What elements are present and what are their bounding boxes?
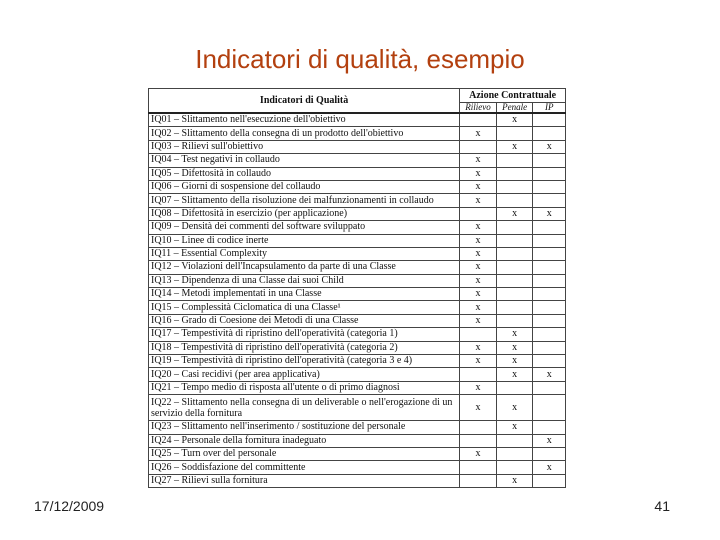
ip-cell bbox=[533, 127, 566, 140]
table-row bbox=[149, 288, 566, 301]
ip-cell bbox=[533, 274, 566, 287]
indicator-label: IQ21 – Tempo medio di risposta all'utente o di primo diagnosi bbox=[149, 381, 460, 394]
rilievo-cell: x bbox=[460, 247, 497, 260]
header-rilievo: Rilievo bbox=[460, 103, 497, 114]
rilievo-cell: x bbox=[460, 301, 497, 314]
ip-cell bbox=[533, 395, 566, 421]
penale-cell bbox=[496, 288, 533, 301]
penale-cell: x bbox=[496, 328, 533, 341]
indicator-label: IQ24 – Personale della fornitura inadeguato bbox=[149, 434, 460, 447]
penale-cell: x bbox=[496, 421, 533, 434]
slide-date: 17/12/2009 bbox=[34, 498, 105, 514]
indicator-label: IQ06 – Giorni di sospensione del collaudo bbox=[149, 180, 460, 193]
slide-title: Indicatori di qualità, esempio bbox=[195, 44, 525, 74]
rilievo-cell: x bbox=[460, 167, 497, 180]
table-row bbox=[149, 194, 566, 207]
ip-cell bbox=[533, 154, 566, 167]
penale-cell bbox=[496, 461, 533, 474]
table-row bbox=[149, 447, 566, 460]
indicator-label: IQ15 – Complessità Ciclomatica di una Classe¹ bbox=[149, 301, 460, 314]
indicator-label: IQ05 – Difettosità in collaudo bbox=[149, 167, 460, 180]
penale-cell: x bbox=[496, 341, 533, 354]
indicator-label: IQ16 – Grado di Coesione dei Metodi di una Classe bbox=[149, 314, 460, 327]
rilievo-cell bbox=[460, 461, 497, 474]
rilievo-cell: x bbox=[460, 127, 497, 140]
ip-cell: x bbox=[533, 140, 566, 153]
penale-cell bbox=[496, 247, 533, 260]
penale-cell bbox=[496, 180, 533, 193]
indicator-label: IQ08 – Difettosità in esercizio (per applicazione) bbox=[149, 207, 460, 220]
ip-cell bbox=[533, 167, 566, 180]
rilievo-cell: x bbox=[460, 194, 497, 207]
penale-cell bbox=[496, 221, 533, 234]
penale-cell bbox=[496, 261, 533, 274]
ip-cell: x bbox=[533, 434, 566, 447]
penale-cell: x bbox=[496, 207, 533, 220]
table-body bbox=[149, 113, 566, 488]
penale-cell bbox=[496, 167, 533, 180]
rilievo-cell: x bbox=[460, 314, 497, 327]
table-row bbox=[149, 140, 566, 153]
ip-cell bbox=[533, 113, 566, 127]
table-row bbox=[149, 234, 566, 247]
page-number: 41 bbox=[654, 498, 670, 514]
rilievo-cell: x bbox=[460, 355, 497, 368]
rilievo-cell bbox=[460, 474, 497, 487]
table-row bbox=[149, 474, 566, 487]
ip-cell bbox=[533, 381, 566, 394]
penale-cell bbox=[496, 301, 533, 314]
ip-cell bbox=[533, 341, 566, 354]
rilievo-cell: x bbox=[460, 381, 497, 394]
penale-cell: x bbox=[496, 368, 533, 381]
rilievo-cell: x bbox=[460, 154, 497, 167]
table-row bbox=[149, 355, 566, 368]
table-row bbox=[149, 247, 566, 260]
ip-cell bbox=[533, 314, 566, 327]
table-row bbox=[149, 207, 566, 220]
header-indicatori: Indicatori di Qualità bbox=[149, 89, 460, 114]
penale-cell: x bbox=[496, 113, 533, 127]
indicator-label: IQ25 – Turn over del personale bbox=[149, 447, 460, 460]
indicator-label: IQ10 – Linee di codice inerte bbox=[149, 234, 460, 247]
table-row bbox=[149, 180, 566, 193]
penale-cell: x bbox=[496, 474, 533, 487]
rilievo-cell bbox=[460, 113, 497, 127]
rilievo-cell bbox=[460, 207, 497, 220]
rilievo-cell: x bbox=[460, 234, 497, 247]
ip-cell bbox=[533, 194, 566, 207]
rilievo-cell: x bbox=[460, 180, 497, 193]
indicator-label: IQ22 – Slittamento nella consegna di un deliverable o nell'erogazione di un servizio della fornitura bbox=[149, 395, 460, 421]
indicator-label: IQ09 – Densità dei commenti del software sviluppato bbox=[149, 221, 460, 234]
rilievo-cell: x bbox=[460, 341, 497, 354]
ip-cell bbox=[533, 328, 566, 341]
table-row bbox=[149, 261, 566, 274]
indicator-label: IQ23 – Slittamento nell'inserimento / sostituzione del personale bbox=[149, 421, 460, 434]
table-row bbox=[149, 154, 566, 167]
table-row bbox=[149, 167, 566, 180]
indicator-label: IQ14 – Metodi implementati in una Classe bbox=[149, 288, 460, 301]
ip-cell bbox=[533, 180, 566, 193]
ip-cell bbox=[533, 247, 566, 260]
indicator-label: IQ11 – Essential Complexity bbox=[149, 247, 460, 260]
indicator-label: IQ04 – Test negativi in collaudo bbox=[149, 154, 460, 167]
ip-cell bbox=[533, 261, 566, 274]
ip-cell bbox=[533, 474, 566, 487]
indicator-label: IQ19 – Tempestività di ripristino dell'operatività (categoria 3 e 4) bbox=[149, 355, 460, 368]
table-row bbox=[149, 328, 566, 341]
penale-cell bbox=[496, 154, 533, 167]
ip-cell bbox=[533, 447, 566, 460]
rilievo-cell: x bbox=[460, 447, 497, 460]
penale-cell bbox=[496, 127, 533, 140]
ip-cell bbox=[533, 301, 566, 314]
rilievo-cell: x bbox=[460, 395, 497, 421]
indicator-label: IQ02 – Slittamento della consegna di un prodotto dell'obiettivo bbox=[149, 127, 460, 140]
table-row bbox=[149, 221, 566, 234]
rilievo-cell: x bbox=[460, 221, 497, 234]
table-row bbox=[149, 395, 566, 421]
penale-cell bbox=[496, 434, 533, 447]
header-ip: IP bbox=[533, 103, 566, 114]
rilievo-cell bbox=[460, 328, 497, 341]
rilievo-cell bbox=[460, 140, 497, 153]
table-row bbox=[149, 314, 566, 327]
indicator-label: IQ01 – Slittamento nell'esecuzione dell'obiettivo bbox=[149, 113, 460, 127]
table-row bbox=[149, 274, 566, 287]
indicator-label: IQ12 – Violazioni dell'Incapsulamento da parte di una Classe bbox=[149, 261, 460, 274]
header-azione-contrattuale: Azione Contrattuale bbox=[460, 89, 566, 103]
table-row bbox=[149, 434, 566, 447]
table-row bbox=[149, 341, 566, 354]
indicator-label: IQ20 – Casi recidivi (per area applicativa) bbox=[149, 368, 460, 381]
rilievo-cell: x bbox=[460, 288, 497, 301]
ip-cell: x bbox=[533, 368, 566, 381]
ip-cell: x bbox=[533, 461, 566, 474]
table-row bbox=[149, 301, 566, 314]
rilievo-cell: x bbox=[460, 274, 497, 287]
table-row bbox=[149, 113, 566, 127]
penale-cell: x bbox=[496, 395, 533, 421]
indicator-label: IQ27 – Rilievi sulla fornitura bbox=[149, 474, 460, 487]
ip-cell bbox=[533, 234, 566, 247]
ip-cell bbox=[533, 288, 566, 301]
header-penale: Penale bbox=[496, 103, 533, 114]
ip-cell bbox=[533, 221, 566, 234]
penale-cell: x bbox=[496, 140, 533, 153]
table-row bbox=[149, 381, 566, 394]
ip-cell: x bbox=[533, 207, 566, 220]
indicator-label: IQ26 – Soddisfazione del committente bbox=[149, 461, 460, 474]
table-row bbox=[149, 368, 566, 381]
penale-cell bbox=[496, 234, 533, 247]
indicator-label: IQ07 – Slittamento della risoluzione dei malfunzionamenti in collaudo bbox=[149, 194, 460, 207]
penale-cell bbox=[496, 274, 533, 287]
table-row bbox=[149, 127, 566, 140]
rilievo-cell bbox=[460, 421, 497, 434]
rilievo-cell bbox=[460, 368, 497, 381]
indicator-label: IQ13 – Dipendenza di una Classe dai suoi Child bbox=[149, 274, 460, 287]
penale-cell: x bbox=[496, 355, 533, 368]
penale-cell bbox=[496, 194, 533, 207]
penale-cell bbox=[496, 381, 533, 394]
table-row bbox=[149, 461, 566, 474]
ip-cell bbox=[533, 355, 566, 368]
table-row bbox=[149, 421, 566, 434]
indicator-label: IQ18 – Tempestività di ripristino dell'operatività (categoria 2) bbox=[149, 341, 460, 354]
penale-cell bbox=[496, 314, 533, 327]
quality-indicators-table bbox=[148, 88, 566, 488]
quality-indicators-table-container bbox=[148, 88, 566, 508]
ip-cell bbox=[533, 421, 566, 434]
rilievo-cell bbox=[460, 434, 497, 447]
penale-cell bbox=[496, 447, 533, 460]
indicator-label: IQ17 – Tempestività di ripristino dell'operatività (categoria 1) bbox=[149, 328, 460, 341]
rilievo-cell: x bbox=[460, 261, 497, 274]
indicator-label: IQ03 – Rilievi sull'obiettivo bbox=[149, 140, 460, 153]
